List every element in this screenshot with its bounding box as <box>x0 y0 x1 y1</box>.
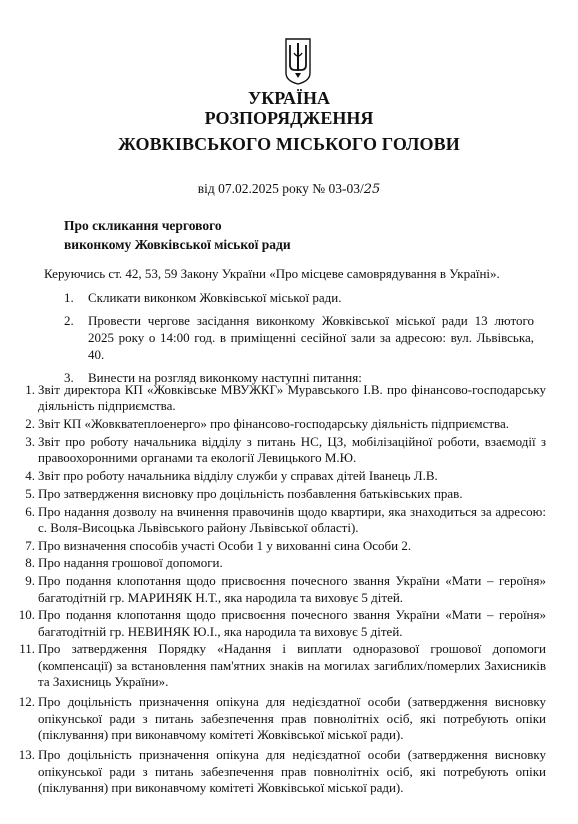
subject-line-2: виконкому Жовківської міської ради <box>64 237 291 252</box>
item-text: Звіт директора КП «Жовківське МВУЖКГ» Муравського І.В. про фінансово-господарську діяльність підприємства. <box>38 382 546 414</box>
item-number: 5. <box>25 485 35 501</box>
item-number: 13. <box>18 747 35 763</box>
item-text: Про надання дозволу на вчинення правочинів щодо квартири, яка знаходиться за адресою: с. Воля-Висоцька Львівського району Львівської області). <box>38 503 546 535</box>
list-item <box>44 289 534 306</box>
document-type-heading: РОЗПОРЯДЖЕННЯ <box>204 108 374 128</box>
item-number: 8. <box>25 555 35 571</box>
issuer-heading: ЖОВКІВСЬКОГО МІСЬКОГО ГОЛОВИ <box>118 134 460 154</box>
item-text: Про подання клопотання щодо присвоєння почесного звання України «Мати – героїня» багатодітній гр. НЕВИНЯК Ю.І., яка народила та виховує 5 дітей. <box>38 607 546 639</box>
item-text: Звіт про роботу начальника відділу з питань НС, ЦЗ, мобілізаційної роботи, взаємодії з правоохоронними органами та екології Левицького М.Ю. <box>38 433 546 466</box>
agenda-item <box>16 486 546 502</box>
agenda-item <box>16 382 546 415</box>
item-text: Винести на розгляд виконкому наступні питання: <box>88 370 362 385</box>
agenda-item <box>16 538 546 554</box>
item-number: 6. <box>25 503 35 519</box>
trident-emblem-icon <box>283 37 313 85</box>
subject-line-1: Про скликання чергового <box>64 218 222 233</box>
agenda-item <box>16 641 546 690</box>
subject <box>64 216 291 254</box>
item-text: Скликати виконком Жовківської міської ради. <box>88 290 342 305</box>
agenda-item <box>16 607 546 640</box>
handwritten-number: 25 <box>363 182 381 197</box>
item-number: 4. <box>25 467 35 483</box>
item-text: Про надання грошової допомоги. <box>38 555 223 571</box>
item-number: 3. <box>64 370 74 385</box>
item-text: Про затвердження Порядку «Надання і виплати одноразової грошової допомоги (компенсації) за встановлення пам'ятних знаків на могилах загиблих/померлих Захисників та Захисниць України». <box>38 641 546 690</box>
item-number: 3. <box>25 433 35 449</box>
item-number: 7. <box>25 537 35 553</box>
agenda-item <box>16 434 546 467</box>
item-number: 10. <box>18 607 35 623</box>
country-heading: УКРАЇНА <box>248 88 330 108</box>
list-item <box>44 312 534 363</box>
agenda-list <box>16 382 546 800</box>
agenda-item <box>16 747 546 796</box>
item-number: 2. <box>64 313 74 328</box>
date-line <box>0 181 578 197</box>
agenda-item <box>16 573 546 606</box>
item-text: Звіт КП «Жовкватеплоенерго» про фінансово-господарську діяльність підприємства. <box>38 416 510 432</box>
item-number: 11. <box>19 641 35 657</box>
intro-paragraph: Керуючись ст. 42, 53, 59 Закону України «Про місцеве самоврядування в Україні». <box>44 266 500 281</box>
agenda-item <box>16 504 546 537</box>
item-number: 1. <box>64 290 74 305</box>
agenda-item <box>16 416 546 432</box>
item-text: Про подання клопотання щодо присвоєння почесного звання України «Мати – героїня» багатодітній гр. МАРИНЯК Н.Т., яка народила та виховує 5 дітей. <box>38 573 546 605</box>
main-points <box>44 289 534 392</box>
item-text: Про затвердження висновку про доцільність позбавлення батьківських прав. <box>38 485 463 501</box>
item-number: 12. <box>18 694 35 710</box>
item-text: Провести чергове засідання виконкому Жовківської міської ради 13 лютого 2025 року о 14:00 год. в приміщенні сесійної зали за адресою: вул. Львівська, 40. <box>88 313 534 362</box>
agenda-item <box>16 555 546 571</box>
item-number: 9. <box>25 573 35 589</box>
item-text: Про визначення способів участі Особи 1 у вихованні сина Особи 2. <box>38 537 412 553</box>
item-text: Про доцільність призначення опікуна для недієздатної особи (затвердження висновку опікунської ради з питань забезпечення прав повнолітніх осіб, які потребують опіки (піклування) при виконавчому комітеті Жовківської міської ради). <box>38 694 546 742</box>
agenda-item <box>16 694 546 743</box>
item-number: 1. <box>25 382 35 397</box>
item-text: Звіт про роботу начальника відділу служби у справах дітей Іванець Л.В. <box>38 467 438 483</box>
date-text: від 07.02.2025 року № 03-03/ <box>197 181 364 196</box>
item-number: 2. <box>25 416 35 432</box>
agenda-item <box>16 468 546 484</box>
item-text: Про доцільність призначення опікуна для недієздатної особи (затвердження висновку опікунської ради з питань забезпечення прав повнолітніх осіб, які потребують опіки (піклування) при виконавчому комітеті Жовківської міської ради). <box>38 747 546 795</box>
